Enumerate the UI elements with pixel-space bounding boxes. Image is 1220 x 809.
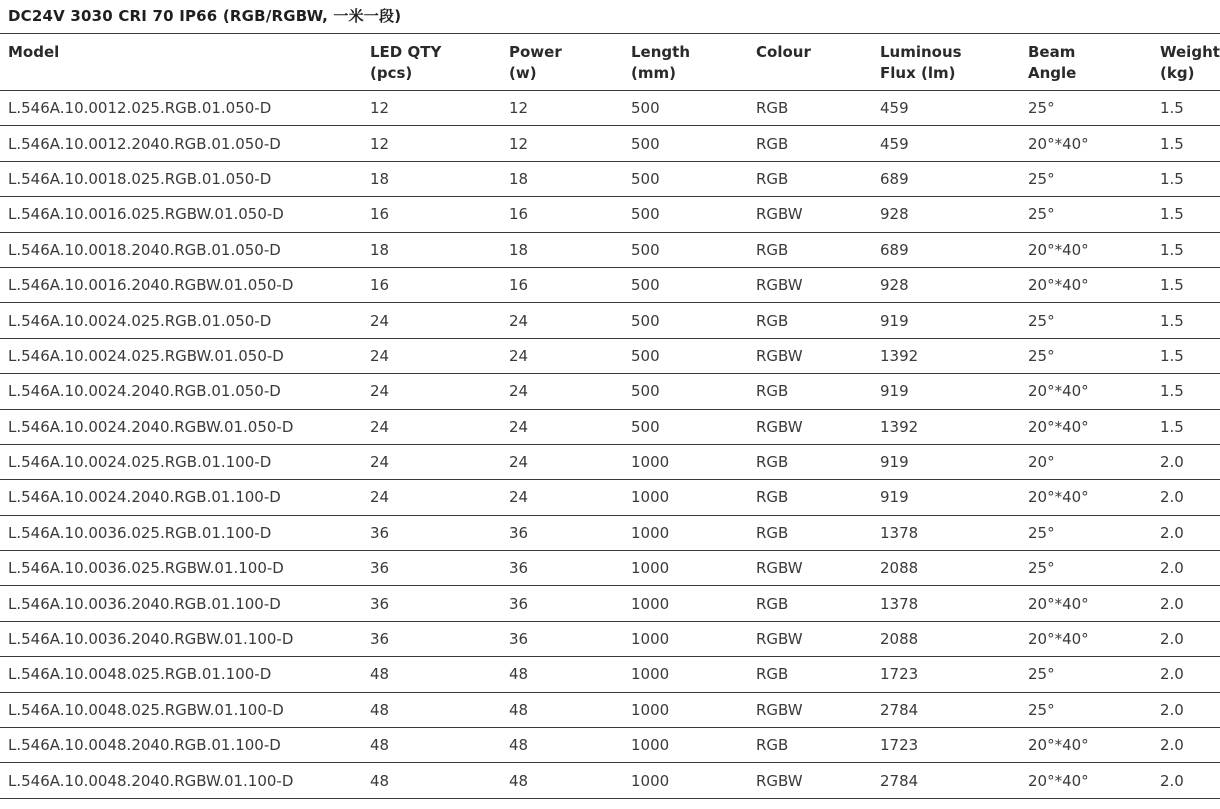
cell-length: 1000 [631,665,670,684]
header-colour-label: Colour [756,43,811,61]
cell-weight: 1.5 [1160,276,1184,295]
cell-weight: 2.0 [1160,488,1184,507]
cell-length: 1000 [631,630,670,649]
cell-led-qty: 24 [370,453,390,472]
cell-luminous-flux: 2088 [880,559,919,578]
header-weight-label: Weight [1160,43,1220,61]
cell-colour: RGB [756,99,789,118]
cell-model: L.546A.10.0048.2040.RGBW.01.100-D [8,771,294,790]
cell-weight: 2.0 [1160,736,1184,755]
cell-model: L.546A.10.0024.025.RGB.01.050-D [8,311,272,330]
table-row [0,232,1220,267]
cell-weight: 1.5 [1160,99,1184,118]
header-luminous-flux-label: Luminous [880,43,962,61]
table-title: DC24V 3030 CRI 70 IP66 (RGB/RGBW, 一米一段) [8,7,402,25]
cell-weight: 1.5 [1160,311,1184,330]
cell-luminous-flux: 1392 [880,346,919,365]
cell-length: 1000 [631,594,670,613]
cell-length: 500 [631,382,660,401]
cell-power: 12 [509,99,529,118]
cell-model: L.546A.10.0048.025.RGBW.01.100-D [8,700,284,719]
cell-colour: RGB [756,311,789,330]
header-power-unit: (w) [509,64,537,82]
cell-model: L.546A.10.0024.025.RGB.01.100-D [8,453,272,472]
header-beam-angle-label: Beam [1028,43,1076,61]
cell-colour: RGB [756,382,789,401]
table-row [0,161,1220,196]
cell-length: 500 [631,134,660,153]
cell-model: L.546A.10.0036.025.RGBW.01.100-D [8,559,284,578]
header-luminous-flux-unit: Flux (lm) [880,64,956,82]
header-power-label: Power [509,43,562,61]
cell-colour: RGB [756,523,789,542]
cell-luminous-flux: 1392 [880,417,919,436]
cell-led-qty: 12 [370,134,390,153]
cell-luminous-flux: 919 [880,382,909,401]
table-row [0,267,1220,302]
header-beam-angle-unit: Angle [1028,64,1077,82]
header-colour [748,34,872,91]
cell-beam-angle: 20°*40° [1028,417,1089,436]
header-length-unit: (mm) [631,64,676,82]
cell-colour: RGBW [756,346,803,365]
cell-weight: 1.5 [1160,240,1184,259]
cell-led-qty: 48 [370,665,390,684]
cell-beam-angle: 25° [1028,346,1055,365]
cell-length: 1000 [631,559,670,578]
cell-weight: 2.0 [1160,665,1184,684]
table-row [0,621,1220,656]
cell-luminous-flux: 919 [880,311,909,330]
cell-luminous-flux: 1723 [880,736,919,755]
cell-model: L.546A.10.0024.2040.RGB.01.050-D [8,382,281,401]
cell-model: L.546A.10.0048.2040.RGB.01.100-D [8,736,281,755]
cell-colour: RGB [756,240,789,259]
cell-led-qty: 18 [370,169,390,188]
table-row [0,692,1220,727]
cell-beam-angle: 20°*40° [1028,382,1089,401]
cell-model: L.546A.10.0024.025.RGBW.01.050-D [8,346,284,365]
cell-model: L.546A.10.0048.025.RGB.01.100-D [8,665,272,684]
cell-length: 1000 [631,523,670,542]
cell-colour: RGBW [756,700,803,719]
cell-weight: 2.0 [1160,700,1184,719]
cell-beam-angle: 20° [1028,453,1055,472]
cell-length: 500 [631,346,660,365]
cell-luminous-flux: 2088 [880,630,919,649]
cell-model: L.546A.10.0018.025.RGB.01.050-D [8,169,272,188]
cell-led-qty: 36 [370,630,390,649]
cell-colour: RGB [756,665,789,684]
header-row [0,34,1220,91]
cell-luminous-flux: 689 [880,169,909,188]
cell-power: 48 [509,771,529,790]
cell-led-qty: 16 [370,276,390,295]
cell-power: 16 [509,205,529,224]
header-luminous-flux [872,34,1020,91]
cell-led-qty: 36 [370,559,390,578]
cell-model: L.546A.10.0016.025.RGBW.01.050-D [8,205,284,224]
cell-power: 24 [509,453,529,472]
cell-beam-angle: 25° [1028,559,1055,578]
cell-power: 24 [509,346,529,365]
cell-beam-angle: 20°*40° [1028,630,1089,649]
cell-colour: RGBW [756,417,803,436]
cell-luminous-flux: 928 [880,205,909,224]
cell-luminous-flux: 919 [880,453,909,472]
cell-length: 500 [631,276,660,295]
cell-model: L.546A.10.0012.2040.RGB.01.050-D [8,134,281,153]
cell-colour: RGB [756,169,789,188]
cell-weight: 1.5 [1160,346,1184,365]
cell-weight: 2.0 [1160,771,1184,790]
cell-beam-angle: 25° [1028,311,1055,330]
cell-model: L.546A.10.0016.2040.RGBW.01.050-D [8,276,294,295]
cell-colour: RGB [756,488,789,507]
cell-model: L.546A.10.0018.2040.RGB.01.050-D [8,240,281,259]
cell-luminous-flux: 1723 [880,665,919,684]
cell-led-qty: 24 [370,417,390,436]
cell-weight: 1.5 [1160,169,1184,188]
cell-led-qty: 48 [370,771,390,790]
cell-led-qty: 36 [370,594,390,613]
cell-led-qty: 48 [370,700,390,719]
cell-model: L.546A.10.0036.025.RGB.01.100-D [8,523,272,542]
cell-model: L.546A.10.0036.2040.RGB.01.100-D [8,594,281,613]
cell-power: 48 [509,665,529,684]
cell-power: 16 [509,276,529,295]
cell-colour: RGBW [756,559,803,578]
cell-colour: RGBW [756,205,803,224]
cell-beam-angle: 20°*40° [1028,240,1089,259]
header-power [501,34,623,91]
cell-beam-angle: 25° [1028,169,1055,188]
cell-beam-angle: 20°*40° [1028,488,1089,507]
cell-power: 18 [509,169,529,188]
cell-luminous-flux: 689 [880,240,909,259]
cell-beam-angle: 20°*40° [1028,276,1089,295]
cell-length: 500 [631,240,660,259]
cell-model: L.546A.10.0036.2040.RGBW.01.100-D [8,630,294,649]
cell-power: 18 [509,240,529,259]
table-row [0,197,1220,232]
cell-weight: 1.5 [1160,205,1184,224]
header-beam-angle [1020,34,1152,91]
header-weight-unit: (kg) [1160,64,1195,82]
cell-colour: RGB [756,736,789,755]
cell-weight: 2.0 [1160,630,1184,649]
cell-colour: RGBW [756,276,803,295]
cell-led-qty: 36 [370,523,390,542]
table-row [0,551,1220,586]
cell-power: 24 [509,417,529,436]
cell-length: 500 [631,417,660,436]
cell-beam-angle: 25° [1028,99,1055,118]
cell-led-qty: 24 [370,346,390,365]
table-row [0,763,1220,798]
table-row [0,91,1220,126]
cell-model: L.546A.10.0024.2040.RGB.01.100-D [8,488,281,507]
cell-beam-angle: 20°*40° [1028,771,1089,790]
cell-power: 48 [509,700,529,719]
cell-weight: 1.5 [1160,417,1184,436]
cell-power: 48 [509,736,529,755]
cell-weight: 2.0 [1160,523,1184,542]
cell-luminous-flux: 1378 [880,523,919,542]
header-length-label: Length [631,43,690,61]
header-led-qty-label: LED QTY [370,43,442,61]
cell-beam-angle: 20°*40° [1028,134,1089,153]
cell-length: 500 [631,311,660,330]
cell-power: 36 [509,630,529,649]
cell-power: 24 [509,488,529,507]
cell-colour: RGBW [756,771,803,790]
cell-weight: 1.5 [1160,382,1184,401]
header-model [0,34,362,91]
cell-power: 12 [509,134,529,153]
cell-led-qty: 24 [370,382,390,401]
cell-length: 500 [631,99,660,118]
cell-luminous-flux: 1378 [880,594,919,613]
cell-power: 36 [509,594,529,613]
cell-beam-angle: 25° [1028,700,1055,719]
table-row [0,728,1220,763]
cell-luminous-flux: 928 [880,276,909,295]
cell-luminous-flux: 2784 [880,700,919,719]
table-row [0,657,1220,692]
cell-power: 24 [509,311,529,330]
table-row [0,480,1220,515]
cell-led-qty: 18 [370,240,390,259]
cell-beam-angle: 20°*40° [1028,736,1089,755]
cell-power: 24 [509,382,529,401]
table-row [0,444,1220,479]
table-body [0,91,1220,799]
header-weight [1152,34,1220,91]
cell-colour: RGB [756,453,789,472]
cell-luminous-flux: 459 [880,99,909,118]
cell-luminous-flux: 459 [880,134,909,153]
table-header [0,34,1220,91]
cell-colour: RGB [756,134,789,153]
table-row [0,374,1220,409]
cell-luminous-flux: 919 [880,488,909,507]
cell-length: 1000 [631,736,670,755]
header-led-qty-unit: (pcs) [370,64,413,82]
table-row [0,338,1220,373]
cell-led-qty: 16 [370,205,390,224]
header-led-qty [362,34,501,91]
cell-length: 1000 [631,453,670,472]
cell-power: 36 [509,523,529,542]
table-row [0,303,1220,338]
cell-length: 1000 [631,700,670,719]
cell-model: L.546A.10.0012.025.RGB.01.050-D [8,99,272,118]
cell-led-qty: 12 [370,99,390,118]
cell-beam-angle: 20°*40° [1028,594,1089,613]
cell-length: 500 [631,169,660,188]
header-length [623,34,748,91]
cell-length: 500 [631,205,660,224]
cell-luminous-flux: 2784 [880,771,919,790]
table-row [0,515,1220,550]
spec-table [0,33,1220,799]
cell-length: 1000 [631,488,670,507]
cell-model: L.546A.10.0024.2040.RGBW.01.050-D [8,417,294,436]
header-model-label: Model [8,43,60,61]
cell-length: 1000 [631,771,670,790]
cell-weight: 2.0 [1160,453,1184,472]
cell-colour: RGB [756,594,789,613]
cell-beam-angle: 25° [1028,205,1055,224]
table-row [0,126,1220,161]
cell-colour: RGBW [756,630,803,649]
table-row [0,409,1220,444]
table-row [0,586,1220,621]
cell-led-qty: 48 [370,736,390,755]
cell-led-qty: 24 [370,311,390,330]
cell-weight: 2.0 [1160,559,1184,578]
cell-beam-angle: 25° [1028,523,1055,542]
cell-beam-angle: 25° [1028,665,1055,684]
cell-power: 36 [509,559,529,578]
cell-weight: 1.5 [1160,134,1184,153]
cell-weight: 2.0 [1160,594,1184,613]
cell-led-qty: 24 [370,488,390,507]
